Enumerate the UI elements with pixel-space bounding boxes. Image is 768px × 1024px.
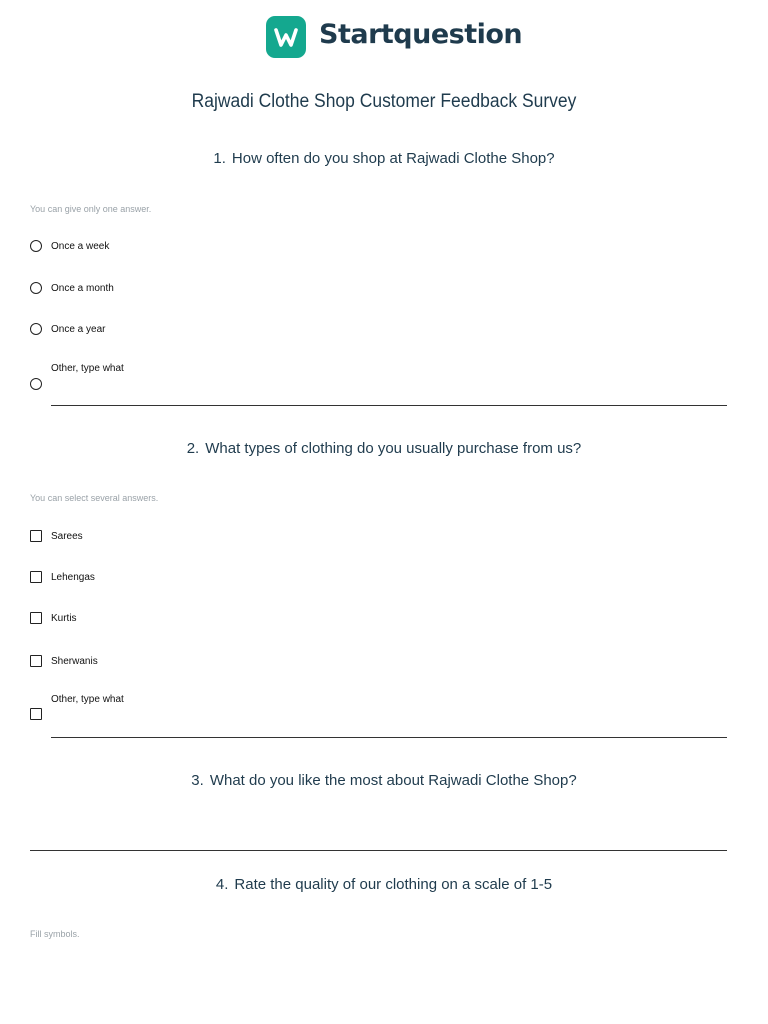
survey-title: Rajwadi Clothe Shop Customer Feedback Survey <box>191 91 577 112</box>
other-answer-input[interactable] <box>51 405 727 406</box>
other-option-label: Other, type what <box>51 694 124 705</box>
question-4-hint: Fill symbols. <box>30 929 80 939</box>
question-2-title <box>0 440 768 457</box>
checkbox[interactable] <box>30 708 42 720</box>
checkbox[interactable] <box>30 612 42 624</box>
header <box>0 15 768 59</box>
radio-button[interactable] <box>30 378 42 390</box>
option-label: Once a year <box>51 323 106 335</box>
option-label: Once a month <box>51 282 114 294</box>
option-label: Sherwanis <box>51 655 98 667</box>
checkbox-option[interactable] <box>30 653 98 669</box>
question-text: What do you like the most about Rajwadi Clothe Shop? <box>209 772 577 789</box>
checkbox[interactable] <box>30 571 42 583</box>
radio-option[interactable] <box>30 238 110 254</box>
radio-option[interactable] <box>30 280 114 296</box>
option-label: Kurtis <box>51 612 77 624</box>
other-answer-input[interactable] <box>51 737 727 738</box>
option-label: Once a week <box>51 240 110 252</box>
radio-option-other[interactable] <box>30 376 42 392</box>
radio-button[interactable] <box>30 282 42 294</box>
radio-option[interactable] <box>30 321 106 337</box>
question-text: Rate the quality of our clothing on a scale of 1-5 <box>234 876 553 893</box>
radio-button[interactable] <box>30 240 42 252</box>
question-text: How often do you shop at Rajwadi Clothe Shop? <box>231 150 555 167</box>
other-option-label: Other, type what <box>51 363 124 374</box>
option-label: Lehengas <box>51 571 95 583</box>
question-text: What types of clothing do you usually purchase from us? <box>205 440 582 457</box>
question-1-hint: You can give only one answer. <box>30 204 152 214</box>
brand-name: Startquestion <box>319 19 523 50</box>
checkbox-option[interactable] <box>30 569 95 585</box>
question-2-hint: You can select several answers. <box>30 493 159 503</box>
question-number: 3. <box>191 772 204 789</box>
text-answer-input[interactable] <box>30 850 727 851</box>
question-number: 1. <box>213 150 226 167</box>
checkbox-option-other[interactable] <box>30 706 42 722</box>
question-3-title <box>0 772 768 789</box>
option-label: Sarees <box>51 530 83 542</box>
checkbox[interactable] <box>30 530 42 542</box>
checkbox-option[interactable] <box>30 528 83 544</box>
question-number: 4. <box>215 876 229 893</box>
question-number: 2. <box>186 440 200 457</box>
startquestion-logo-icon <box>266 16 306 58</box>
radio-button[interactable] <box>30 323 42 335</box>
checkbox-option[interactable] <box>30 610 77 626</box>
checkbox[interactable] <box>30 655 42 667</box>
question-4-title <box>0 876 768 893</box>
question-1-title <box>0 150 768 167</box>
